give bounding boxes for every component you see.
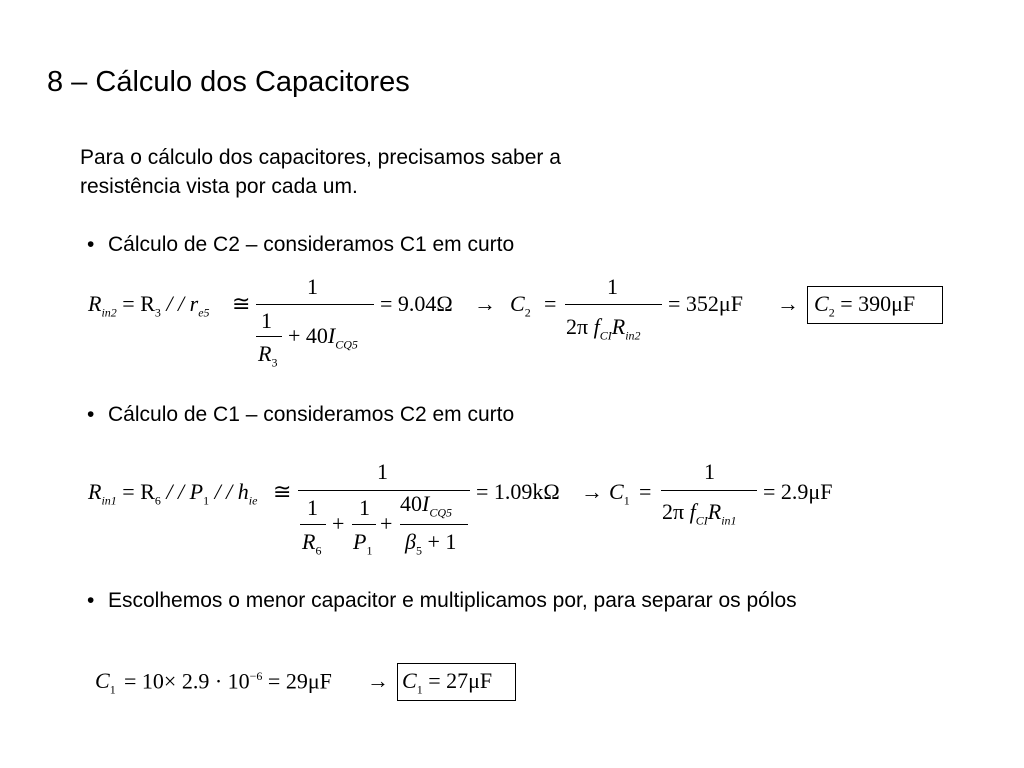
bullet-text: Escolhemos o menor capacitor e multiplicamos por, para separar os pólos <box>108 589 797 612</box>
eq1-fraction-bar-2 <box>565 304 662 305</box>
eq2-f3-num: $40I_{CQ5}$ <box>400 491 452 520</box>
eq2-plus-b: + <box>380 511 393 536</box>
eq1-inner-den: $R_3$ <box>258 341 278 370</box>
eq2-arrow: → <box>581 479 603 504</box>
eq2-result: = 1.09kΩ <box>476 479 560 504</box>
intro-text <box>80 143 561 201</box>
eq2-f1-bar <box>300 524 326 525</box>
eq2-plus-a: + <box>332 511 345 536</box>
eq1-arrow-2: → <box>777 291 799 316</box>
eq1-num2: 1 <box>607 274 618 299</box>
eq2-f2-num: 1 <box>359 495 370 520</box>
intro-line-2: resistência vista por cada um. <box>80 175 358 198</box>
eq1-inner-bar <box>256 336 282 337</box>
eq2-f3-bar <box>400 524 468 525</box>
eq3-final: $C_1 = 27\mu F$ <box>402 668 493 697</box>
eq1-result-2: = 352μF <box>668 291 743 316</box>
eq2-num2: 1 <box>704 459 715 484</box>
eq1-numerator: 1 <box>307 274 318 299</box>
intro-line-1: Para o cálculo dos capacitores, precisamos saber a <box>80 146 561 169</box>
eq2-fraction-bar <box>298 490 470 491</box>
eq2-den2: 2π $f_{CI}R_{in1}$ <box>662 499 737 528</box>
bullet-dot: • <box>87 233 95 256</box>
eq1-lhs: $R_{in2} = R_3$ / / $r_{e5}$ <box>88 291 210 320</box>
eq1-arrow-1: → <box>474 291 496 316</box>
bullet-dot: • <box>87 403 95 426</box>
bullet-c2 <box>87 233 514 257</box>
eq2-f2-den: $P_1$ <box>353 529 373 558</box>
eq1-eq: = <box>544 291 557 316</box>
eq2-f1-num: 1 <box>307 495 318 520</box>
eq1-final: $C_2 = 390\mu F$ <box>814 291 916 320</box>
eq2-result-2: = 2.9μF <box>763 479 833 504</box>
bullet-text: Cálculo de C1 – consideramos C2 em curto <box>108 403 515 426</box>
eq1-result: = 9.04Ω <box>380 291 453 316</box>
eq1-c2: $C_2$ <box>510 291 531 320</box>
bullet-dot: • <box>87 589 95 612</box>
eq2-eq: = <box>639 479 652 504</box>
bullet-c1 <box>87 403 514 427</box>
eq2-f3-den: $\beta_5 + 1$ <box>405 529 457 558</box>
eq3-c1: $C_1$ <box>95 668 116 697</box>
eq2-approx: ≅ <box>273 479 292 504</box>
page-title: 8 – Cálculo dos Capacitores <box>47 66 410 98</box>
eq1-den-rest: + $40I_{CQ5}$ <box>288 323 358 352</box>
eq2-c1: $C_1$ <box>609 479 630 508</box>
bullet-text: Cálculo de C2 – consideramos C1 em curto <box>108 233 515 256</box>
eq2-numerator: 1 <box>377 459 388 484</box>
eq1-fraction-bar <box>256 304 374 305</box>
eq1-inner-num: 1 <box>261 308 272 333</box>
eq2-f2-bar <box>352 524 376 525</box>
eq2-f1-den: $R_6$ <box>302 529 322 558</box>
eq2-lhs: $R_{in1} = R_6$ / / $P_1$ / / $h_{ie}$ <box>88 479 258 508</box>
eq1-den2: 2π $f_{CI}R_{in2}$ <box>566 314 641 343</box>
bullet-poles <box>87 589 797 613</box>
eq3-arrow: → <box>367 668 389 693</box>
eq3-expr: = $10\times 2.9 \cdot 10^{-6} = 29\mu F$ <box>124 668 332 694</box>
eq1-approx: ≅ <box>232 291 251 316</box>
eq2-fraction-bar-2 <box>661 490 757 491</box>
